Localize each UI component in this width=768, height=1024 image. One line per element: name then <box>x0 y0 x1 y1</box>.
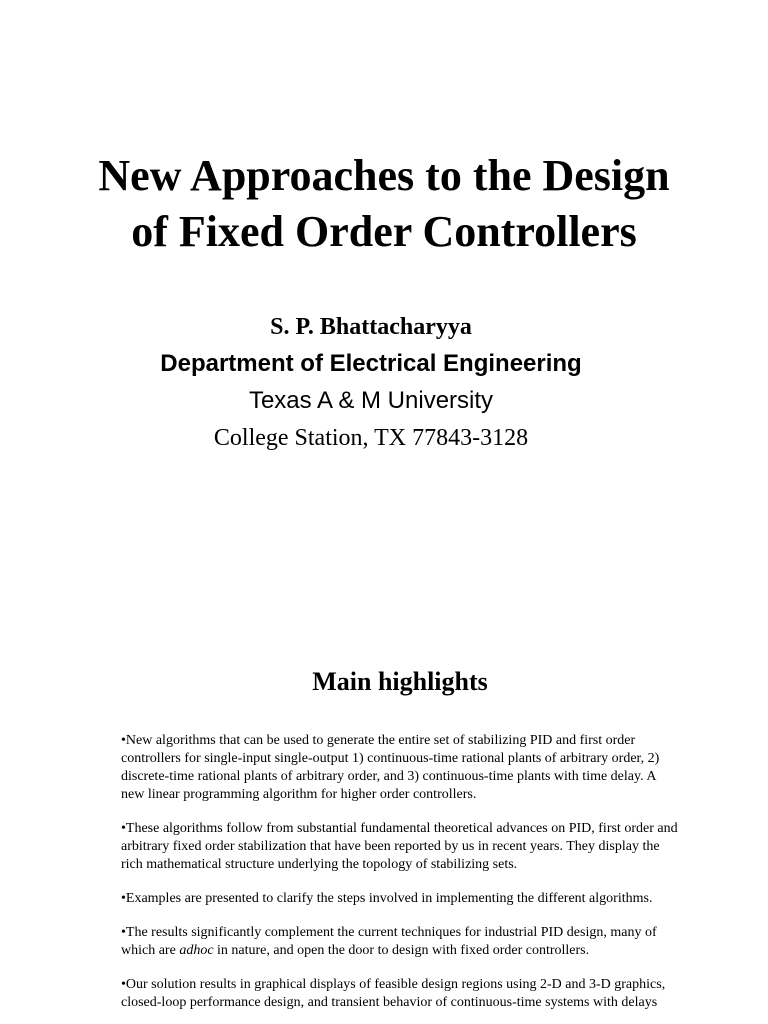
highlight-emphasis: adhoc <box>179 943 214 958</box>
highlight-item <box>121 924 681 960</box>
highlight-text-before-emphasis: •The results significantly complement the current techniques for industrial PID design, many of which are <box>121 925 657 958</box>
author-affiliation-block <box>0 308 742 456</box>
department-name: Department of Electrical Engineering <box>160 350 582 377</box>
highlight-item <box>121 890 681 908</box>
document-title <box>0 148 768 260</box>
highlight-item <box>121 732 681 804</box>
university-name: Texas A & M University <box>248 387 494 414</box>
university-address: College Station, TX 77843-3128 <box>213 425 529 451</box>
highlight-text: •Our solution results in graphical displays of feasible design regions using 2-D and 3-D graphics, closed-loop performance design, and transient behavior of continuous-time systems with delays <box>121 977 666 1010</box>
title-line-2: of Fixed Order Controllers <box>131 207 637 256</box>
highlight-text-after-emphasis: in nature, and open the door to design with fixed order controllers. <box>213 943 590 958</box>
highlight-item <box>121 820 681 874</box>
title-line-1: New Approaches to the Design <box>98 151 670 200</box>
main-highlights-heading: Main highlights <box>312 667 488 696</box>
author-name: S. P. Bhattacharyya <box>270 314 472 340</box>
highlight-text: •New algorithms that can be used to generate the entire set of stabilizing PID and first order controllers for single-input single-output 1) continuous-time rational plants of arbitrary order, 2) discrete-time rational plants of arbitrary order, and 3) continuous-time plants with time delay. A new linear programming algorithm for higher order controllers. <box>121 733 660 802</box>
highlight-item <box>121 976 681 1012</box>
highlights-list <box>121 732 681 1024</box>
highlight-text: •These algorithms follow from substantial fundamental theoretical advances on PID, first order and arbitrary fixed order stabilization that have been reported by us in recent years. They display the rich mathematical structure underlying the topology of stabilizing sets. <box>121 821 678 872</box>
highlight-text: •Examples are presented to clarify the steps involved in implementing the different algorithms. <box>121 891 653 906</box>
